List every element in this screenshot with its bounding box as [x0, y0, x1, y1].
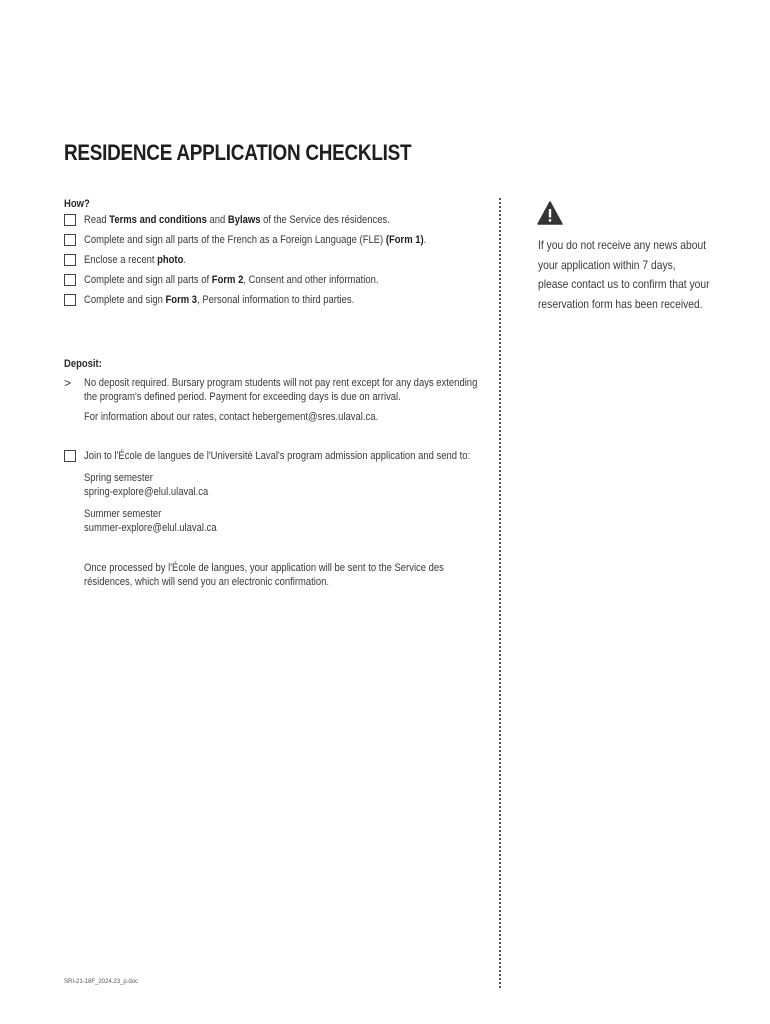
deposit-heading: Deposit: — [64, 358, 102, 370]
checkbox-form-3[interactable] — [64, 294, 76, 306]
checklist-item-text: Complete and sign all parts of Form 2, Consent and other information. — [84, 274, 379, 286]
column-divider — [499, 198, 501, 988]
notice-text — [538, 236, 737, 314]
deposit-line-2: the program's defined period. Payment for exceeding days is due on arrival. — [84, 391, 401, 403]
deposit-section — [64, 376, 484, 424]
checklist-item — [64, 274, 482, 294]
page-title: RESIDENCE APPLICATION CHECKLIST — [64, 140, 412, 165]
spring-semester-email: spring-explore@elul.ulaval.ca — [84, 486, 209, 498]
processed-line-1: Once processed by l'École de langues, your application will be sent to the Service des — [84, 562, 444, 574]
notice-line-4: reservation form has been received. — [538, 296, 703, 311]
processed-line-2: résidences, which will send you an electronic confirmation. — [84, 576, 330, 588]
warning-icon — [537, 201, 563, 225]
checkbox-form-2[interactable] — [64, 274, 76, 286]
document-code: SRI-21-18F_2024.23_p.doc — [64, 979, 139, 985]
join-text: Join to l'École de langues de l'Université Laval's program admission application and send to: — [84, 450, 471, 462]
checklist-item-text: Read Terms and conditions and Bylaws of the Service des résidences. — [84, 214, 390, 226]
checklist-item — [64, 234, 482, 254]
how-checklist — [64, 214, 482, 314]
checklist-item — [64, 450, 484, 470]
arrow-bullet-icon: > — [64, 376, 72, 390]
notice-line-2: your application within 7 days, — [538, 257, 676, 272]
notice-line-1: If you do not receive any news about — [538, 238, 707, 252]
join-section — [64, 450, 484, 589]
summer-semester-email: summer-explore@elul.ulaval.ca — [84, 522, 217, 534]
summer-semester-label: Summer semester — [84, 508, 162, 520]
checklist-item — [64, 294, 482, 314]
deposit-line-1: No deposit required. Bursary program students will not pay rent except for any days extending — [84, 377, 478, 389]
deposit-rates-contact: For information about our rates, contact hebergement@sres.ulaval.ca. — [84, 411, 379, 423]
checklist-item — [64, 214, 482, 234]
checklist-item-text: Complete and sign Form 3, Personal information to third parties. — [84, 294, 355, 306]
notice-line-3: please contact us to confirm that your — [538, 277, 710, 291]
checkbox-form-1[interactable] — [64, 234, 76, 246]
checkbox-photo[interactable] — [64, 254, 76, 266]
checklist-item-text: Complete and sign all parts of the French as a Foreign Language (FLE) (Form 1). — [84, 234, 427, 246]
spring-semester-label: Spring semester — [84, 472, 153, 484]
how-heading: How? — [64, 198, 90, 210]
checklist-item-text: Enclose a recent photo. — [84, 254, 187, 266]
checkbox-terms[interactable] — [64, 214, 76, 226]
checkbox-join-application[interactable] — [64, 450, 76, 462]
checklist-item — [64, 254, 482, 274]
